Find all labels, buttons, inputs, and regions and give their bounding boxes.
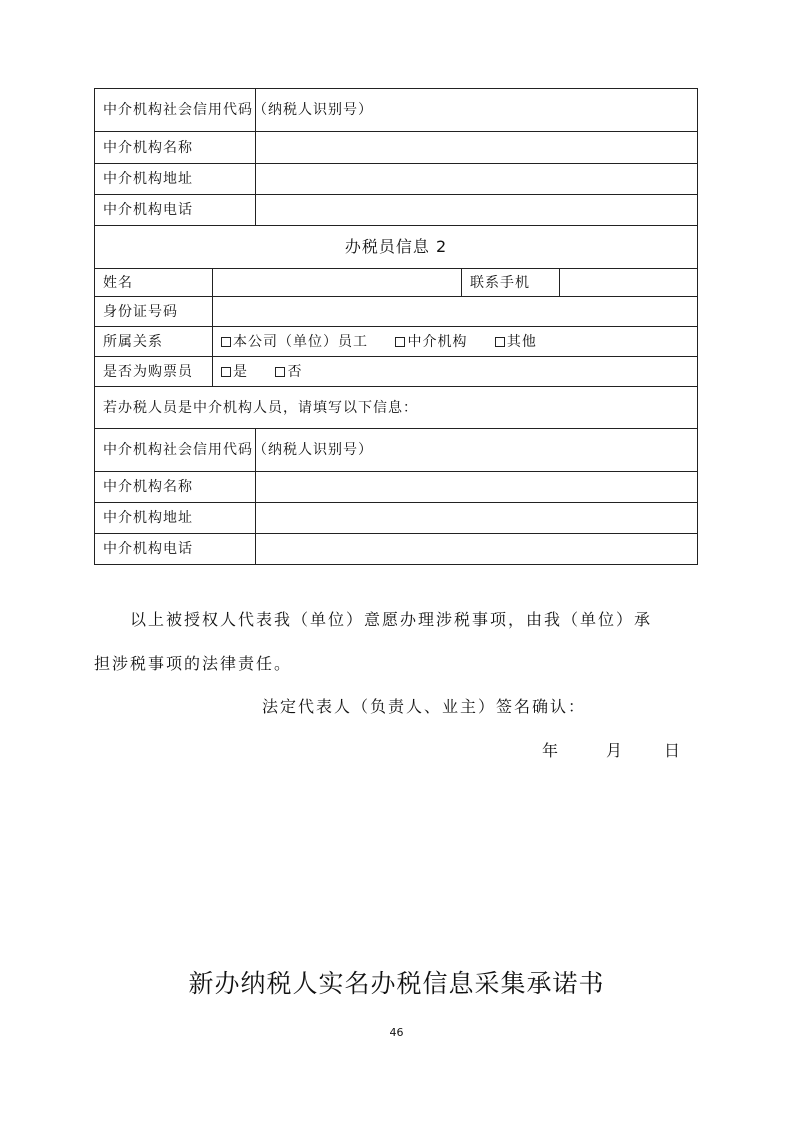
buyer-option-no[interactable] xyxy=(275,364,302,380)
top-agency-name-field[interactable] xyxy=(256,132,698,164)
relation-option-agency[interactable] xyxy=(395,334,467,350)
agency-address-label: 中介机构地址 xyxy=(95,503,256,534)
date-month-label: 月 xyxy=(606,741,623,760)
top-agency-phone-field[interactable] xyxy=(256,195,698,226)
table-row xyxy=(95,472,698,503)
table-row xyxy=(95,387,698,429)
agency-address-field[interactable] xyxy=(256,503,698,534)
relation-label: 所属关系 xyxy=(95,327,213,357)
table-row xyxy=(95,327,698,357)
table-row xyxy=(95,195,698,226)
table-row xyxy=(95,297,698,327)
agency-note: 若办税人员是中介机构人员，请填写以下信息： xyxy=(95,387,698,429)
statement-line-2: 担涉税事项的法律责任。 xyxy=(94,654,293,673)
table-row xyxy=(95,132,698,164)
info-form-table xyxy=(94,88,698,565)
date-year-label: 年 xyxy=(542,741,559,760)
name-field[interactable] xyxy=(213,269,462,297)
mobile-label: 联系手机 xyxy=(462,269,560,297)
option-label: 否 xyxy=(287,363,303,380)
option-label: 其他 xyxy=(506,333,537,350)
table-row xyxy=(95,89,698,132)
page-number: 46 xyxy=(389,1026,404,1039)
table-row xyxy=(95,269,698,297)
date-day-label: 日 xyxy=(664,741,681,760)
relation-option-other[interactable] xyxy=(495,334,537,350)
name-label: 姓名 xyxy=(95,269,213,297)
section-title: 办税员信息 2 xyxy=(95,226,698,269)
top-agency-address-label: 中介机构地址 xyxy=(95,164,256,195)
top-agency-name-label: 中介机构名称 xyxy=(95,132,256,164)
table-row xyxy=(95,164,698,195)
mobile-field[interactable] xyxy=(560,269,698,297)
ticket-buyer-label: 是否为购票员 xyxy=(95,357,213,387)
agency-phone-label: 中介机构电话 xyxy=(95,534,256,565)
ticket-buyer-options xyxy=(213,357,698,387)
relation-options xyxy=(213,327,698,357)
checkbox-icon xyxy=(221,337,231,347)
top-agency-address-field[interactable] xyxy=(256,164,698,195)
id-number-label: 身份证号码 xyxy=(95,297,213,327)
statement-line-1: 以上被授权人代表我（单位）意愿办理涉税事项，由我（单位）承 xyxy=(130,610,653,629)
agency-credit-code-label: 中介机构社会信用代码（纳税人识别号） xyxy=(95,429,256,472)
table-row xyxy=(95,226,698,269)
id-number-field[interactable] xyxy=(213,297,698,327)
agency-name-field[interactable] xyxy=(256,472,698,503)
table-row xyxy=(95,534,698,565)
checkbox-icon xyxy=(495,337,505,347)
option-label: 本公司（单位）员工 xyxy=(233,333,368,350)
agency-phone-field[interactable] xyxy=(256,534,698,565)
buyer-option-yes[interactable] xyxy=(221,364,248,380)
signature-label: 法定代表人（负责人、业主）签名确认： xyxy=(262,697,587,716)
top-credit-code-label: 中介机构社会信用代码（纳税人识别号） xyxy=(95,89,256,132)
checkbox-icon xyxy=(395,337,405,347)
top-agency-phone-label: 中介机构电话 xyxy=(95,195,256,226)
option-label: 中介机构 xyxy=(407,333,468,350)
table-row xyxy=(95,357,698,387)
option-label: 是 xyxy=(233,363,248,380)
next-document-title: 新办纳税人实名办税信息采集承诺书 xyxy=(188,969,605,998)
agency-name-label: 中介机构名称 xyxy=(95,472,256,503)
table-row xyxy=(95,429,698,472)
checkbox-icon xyxy=(221,367,231,377)
relation-option-employee[interactable] xyxy=(221,334,368,350)
checkbox-icon xyxy=(275,367,285,377)
table-row xyxy=(95,503,698,534)
